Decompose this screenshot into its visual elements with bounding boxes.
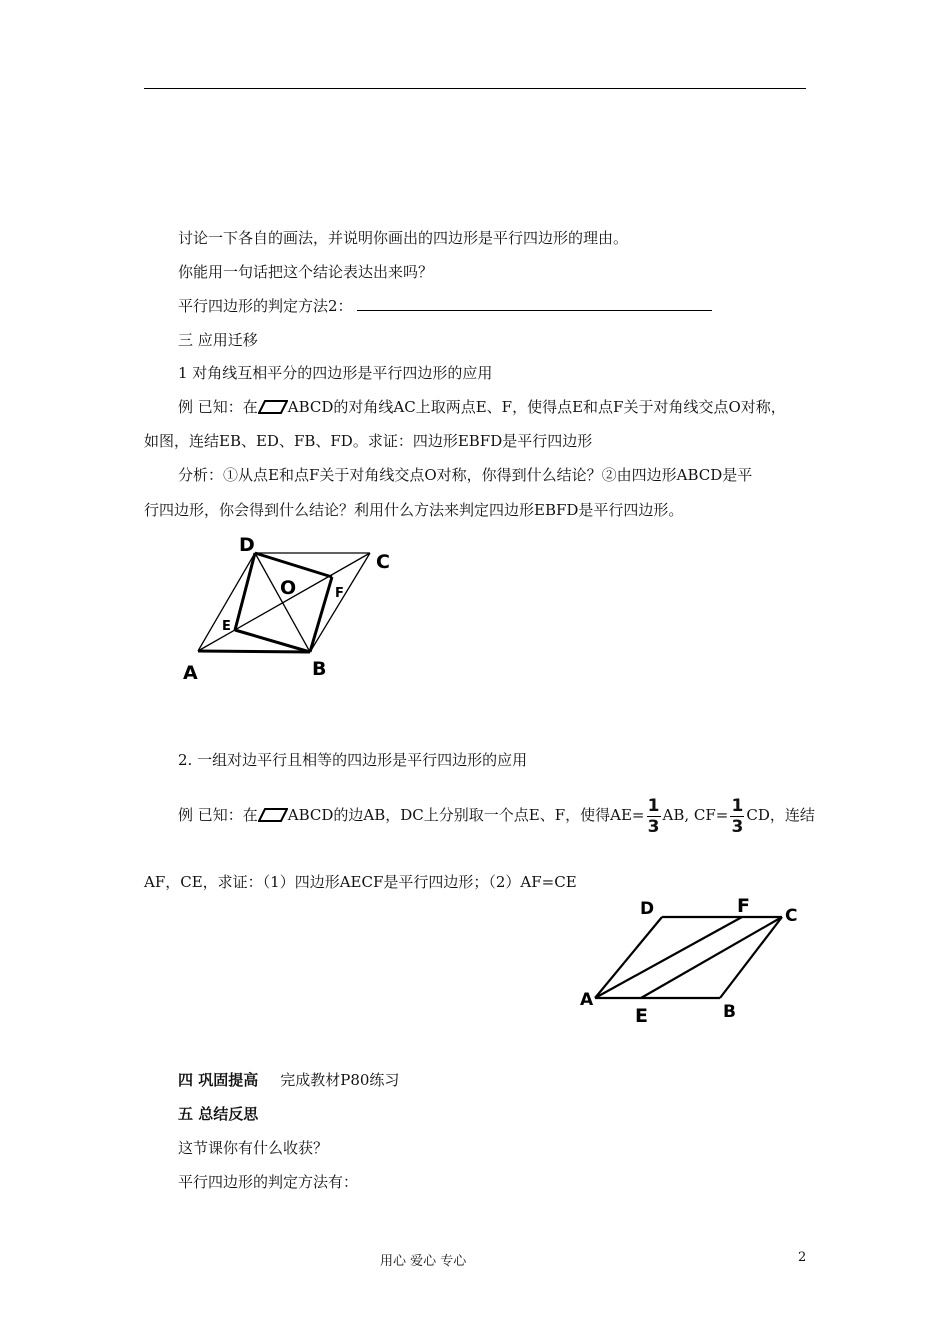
analysis-line1: 分析：①从点E和点F关于对角线交点O对称，你得到什么结论？②由四边形ABCD是平 xyxy=(178,466,753,484)
example1-line2: 如图，连结EB、ED、FB、FD。求证：四边形EBFD是平行四边形 xyxy=(144,432,593,450)
fraction-one-third xyxy=(647,796,661,837)
section3-heading: 三 应用迁移 xyxy=(178,331,258,349)
section4-line xyxy=(178,1070,399,1090)
fraction-denominator: 3 xyxy=(731,816,744,837)
segment-eb xyxy=(235,630,310,652)
parallelogram-figure-2 xyxy=(575,890,810,1030)
label-b: B xyxy=(723,1002,736,1022)
label-c: C xyxy=(785,906,798,926)
segment-ed xyxy=(235,553,255,630)
segment-ec xyxy=(641,917,782,998)
text-discuss: 讨论一下各自的画法，并说明你画出的四边形是平行四边形的理由。 xyxy=(178,229,629,247)
label-d: D xyxy=(640,899,655,919)
text-question: 你能用一句话把这个结论表达出来吗？ xyxy=(178,263,434,281)
label-b: B xyxy=(312,658,327,680)
label-o: O xyxy=(280,577,297,599)
label-e: E xyxy=(635,1005,648,1027)
label-e: E xyxy=(222,619,231,634)
section4-text: 完成教材P80练习 xyxy=(280,1071,400,1089)
fraction-numerator: 1 xyxy=(647,795,660,816)
label-c: C xyxy=(376,551,390,573)
fraction-one-third xyxy=(730,796,744,837)
edge-cb xyxy=(310,553,370,652)
parallelogram-figure-1 xyxy=(175,530,405,685)
header-rule xyxy=(144,88,806,89)
example2-line1 xyxy=(178,793,815,841)
example2-mid: ABCD的边AB，DC上分别取一个点E、F，使得AE= xyxy=(287,806,645,824)
method2-label: 平行四边形的判定方法2： xyxy=(178,297,353,315)
example2-cd: CD，连结 xyxy=(746,806,815,824)
parallelogram-icon xyxy=(258,400,288,414)
section5-title: 五 总结反思 xyxy=(178,1105,259,1123)
section4-title: 四 巩固提高 xyxy=(178,1071,259,1089)
page-number: 2 xyxy=(798,1250,807,1265)
label-a: A xyxy=(183,662,198,684)
segment-af xyxy=(595,917,742,998)
example2-line2: AF，CE，求证：（1）四边形AECF是平行四边形；（2）AF=CE xyxy=(144,873,577,891)
example2-ab: AB, CF= xyxy=(662,806,729,824)
edge-ab xyxy=(198,651,310,652)
example2-prefix: 例 已知：在 xyxy=(178,806,258,824)
fraction-denominator: 3 xyxy=(647,816,660,837)
example1-rest: ABCD的对角线AC上取两点E、F，使得点E和点F关于对角线交点O对称， xyxy=(287,398,786,416)
diagonal-ac xyxy=(198,553,370,651)
edge-cb xyxy=(720,917,782,998)
example1-prefix: 例 已知：在 xyxy=(178,398,258,416)
segment-fb xyxy=(310,577,332,652)
answer-blank[interactable] xyxy=(357,296,712,311)
edge-ad xyxy=(198,553,255,651)
label-f: F xyxy=(737,895,750,917)
footer-motto: 用心 爱心 专心 xyxy=(380,1254,467,1269)
edge-ad xyxy=(595,917,662,998)
harvest-question: 这节课你有什么收获？ xyxy=(178,1139,329,1157)
method2-line xyxy=(178,296,712,316)
label-a: A xyxy=(580,990,594,1010)
label-f: F xyxy=(335,586,344,601)
item2-heading: 2. 一组对边平行且相等的四边形是平行四边形的应用 xyxy=(178,751,528,769)
example1-line1 xyxy=(178,397,786,417)
analysis-line2: 行四边形，你会得到什么结论？利用什么方法来判定四边形EBFD是平行四边形。 xyxy=(144,501,684,519)
item1-heading: 1 对角线互相平分的四边形是平行四边形的应用 xyxy=(178,364,493,382)
fraction-numerator: 1 xyxy=(731,795,744,816)
label-d: D xyxy=(239,534,255,556)
methods-prompt: 平行四边形的判定方法有： xyxy=(178,1173,359,1191)
parallelogram-icon xyxy=(258,808,288,822)
